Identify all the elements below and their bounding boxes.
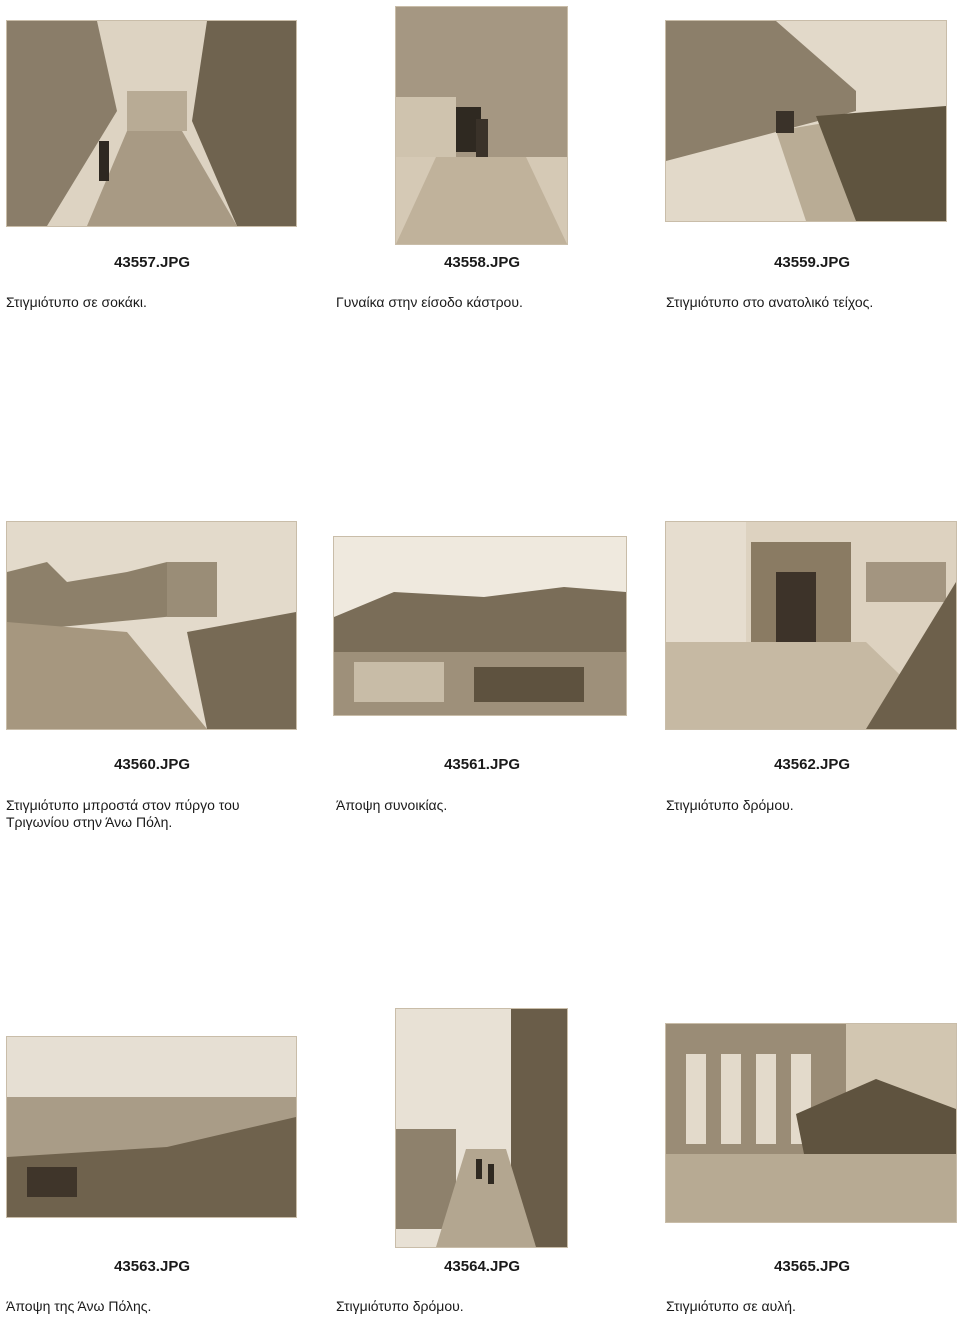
- filename-label: 43561.JPG: [444, 756, 520, 773]
- photo-caption: Στιγμιότυπο σε αυλή.: [666, 1298, 796, 1314]
- filename-label: 43560.JPG: [114, 756, 190, 773]
- photo-caption: Άποψη συνοικίας.: [336, 797, 448, 813]
- photo-43564[interactable]: [395, 1008, 568, 1248]
- photo-43562[interactable]: [665, 521, 957, 730]
- photo-43565[interactable]: [665, 1023, 957, 1223]
- photo-43558[interactable]: [395, 6, 568, 245]
- photo-43563[interactable]: [6, 1036, 297, 1218]
- filename-label: 43558.JPG: [444, 254, 520, 271]
- photo-caption: Στιγμιότυπο στο ανατολικό τείχος.: [666, 294, 874, 310]
- photo-43561[interactable]: [333, 536, 627, 716]
- photo-caption: Γυναίκα στην είσοδο κάστρου.: [336, 294, 523, 310]
- filename-label: 43565.JPG: [774, 1258, 850, 1275]
- filename-label: 43557.JPG: [114, 254, 190, 271]
- filename-label: 43562.JPG: [774, 756, 850, 773]
- photo-caption: Στιγμιότυπο δρόμου.: [666, 797, 794, 813]
- photo-caption: Στιγμιότυπο σε σοκάκι.: [6, 294, 147, 310]
- photo-caption: Στιγμιότυπο δρόμου.: [336, 1298, 464, 1314]
- photo-caption: Άποψη της Άνω Πόλης.: [6, 1298, 152, 1314]
- filename-label: 43564.JPG: [444, 1258, 520, 1275]
- filename-label: 43563.JPG: [114, 1258, 190, 1275]
- photo-caption: Στιγμιότυπο μπροστά στον πύργο του Τριγωνίου στην Άνω Πόλη.: [6, 797, 240, 830]
- photo-43557[interactable]: [6, 20, 297, 227]
- filename-label: 43559.JPG: [774, 254, 850, 271]
- photo-43560[interactable]: [6, 521, 297, 730]
- photo-43559[interactable]: [665, 20, 947, 222]
